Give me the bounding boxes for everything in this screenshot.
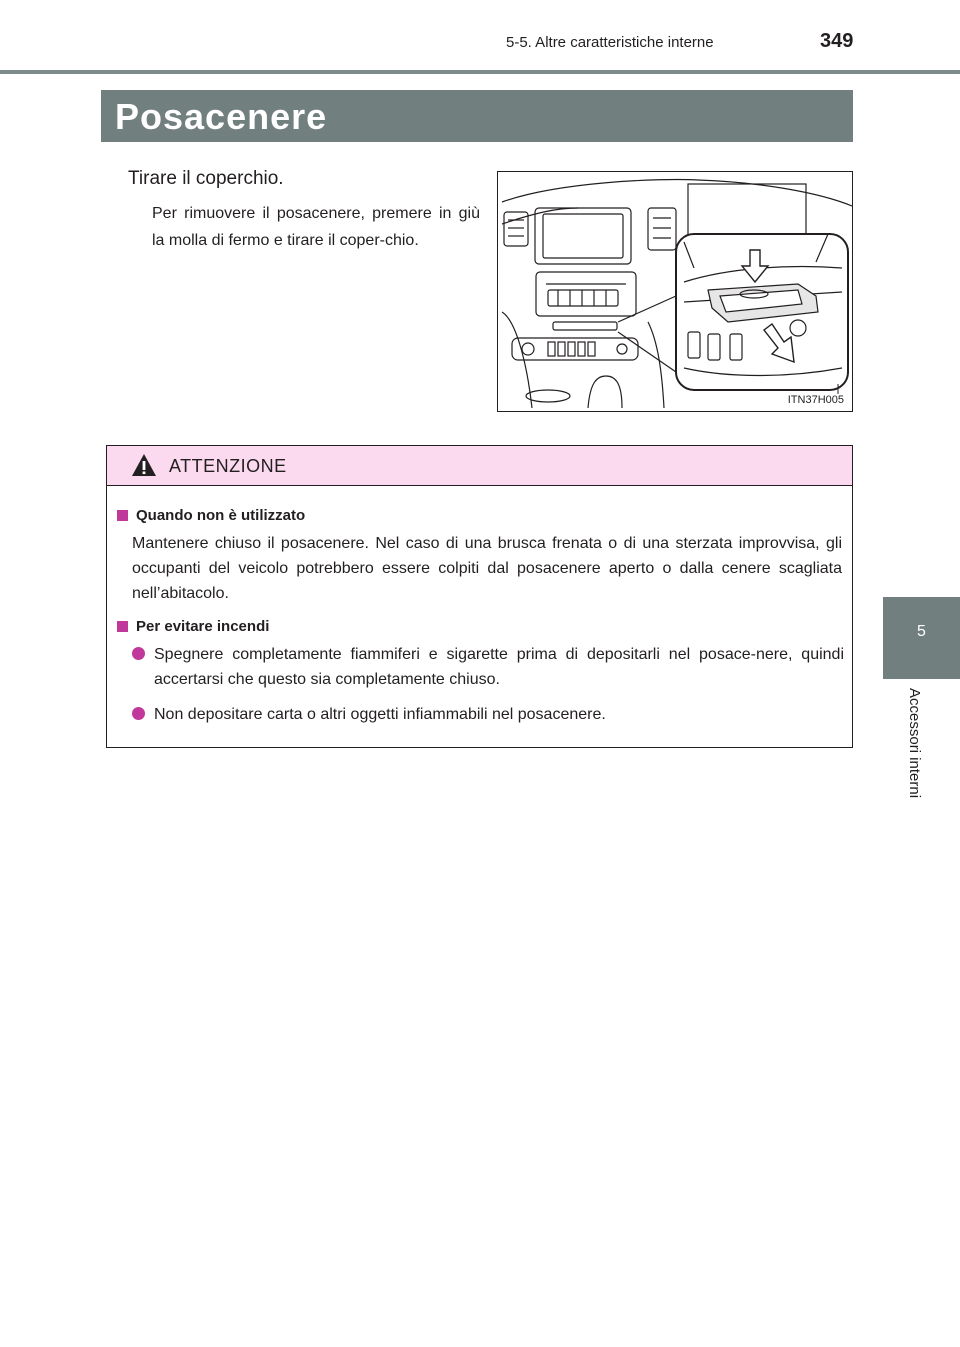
section-title-bar: [101, 90, 853, 142]
warning-bullet-2: [132, 702, 844, 727]
chapter-label-container: [906, 688, 926, 828]
warning-bullet-1: [132, 642, 844, 692]
header-rule: [0, 70, 960, 74]
warning-section-heading-1: [117, 507, 305, 524]
square-bullet-icon: [117, 621, 128, 632]
chapter-label: Accessori interni: [906, 688, 923, 799]
round-bullet-icon: [132, 707, 145, 720]
instruction-description: Per rimuovere il posacenere, premere in giù la molla di fermo e tirare il coper-chio.: [152, 205, 480, 249]
warning-title: ATTENZIONE: [169, 456, 287, 476]
instruction-step: Tirare il coperchio.: [128, 168, 284, 189]
square-bullet-icon: [117, 510, 128, 521]
warning-section-text-1: Mantenere chiuso il posacenere. Nel caso di una brusca frenata o di una sterzata improvvisa, gli occupanti del veicolo potrebbero essere colpiti dal posacenere aperto o dalla cenere scagliata nell’abitacolo.: [132, 535, 842, 602]
round-bullet-icon: [132, 647, 145, 660]
warning-bullet-text: Spegnere completamente fiammiferi e sigarette prima di depositarli nel posace-nere, quindi accertarsi che questo sia completamente chiuso.: [154, 646, 844, 688]
chapter-tab: [883, 597, 960, 679]
figure-code: ITN37H005: [787, 394, 844, 406]
dashboard-drawing: [498, 172, 853, 412]
warning-header: [107, 446, 852, 486]
section-title: Posacenere: [115, 96, 328, 137]
page-number: 349: [820, 30, 854, 52]
running-header-section: 5-5. Altre caratteristiche interne: [506, 34, 714, 51]
warning-box: [106, 445, 853, 748]
warning-section-heading-text: Per evitare incendi: [136, 618, 270, 635]
warning-section-heading-2: [117, 618, 269, 635]
warning-bullet-text: Non depositare carta o altri oggetti infiammabili nel posacenere.: [154, 706, 606, 723]
chapter-number: 5: [917, 623, 926, 640]
warning-section-heading-text: Quando non è utilizzato: [136, 507, 306, 524]
warning-triangle-icon: [131, 453, 157, 477]
ashtray-illustration: [497, 171, 853, 412]
